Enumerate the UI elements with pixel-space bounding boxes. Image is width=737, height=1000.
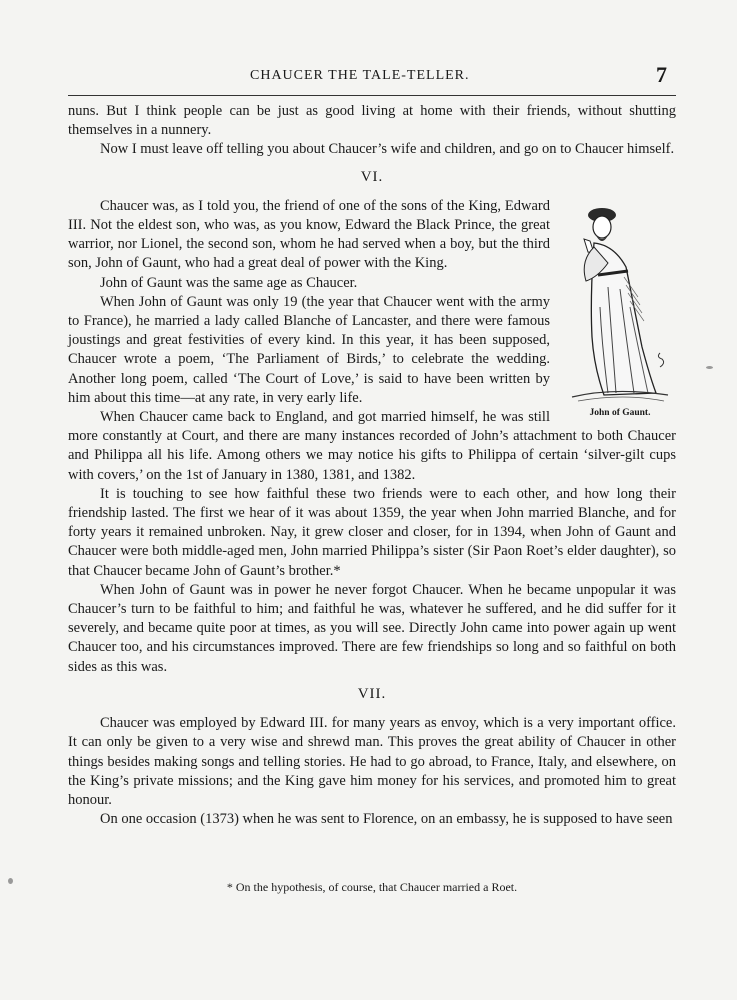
page-number: 7 <box>656 62 667 87</box>
body-text <box>68 102 676 829</box>
paragraph: Now I must leave off telling you about Chaucer’s wife and children, and go on to Chaucer himself. <box>100 141 675 158</box>
paragraph: When John of Gaunt was in power he never forgot Chaucer. When he became unpopular it was Chaucer’s turn to be faithful to him; and faithful he was, whatever he suffered, and he did suffer for it severely, and became quite poor at times, as you will see. Directly John came into power again up went Chaucer too, and his circumstances improved. There are few friendships so long and so faithful on both sides as this was. <box>68 581 676 675</box>
footnote: * On the hypothesis, of course, that Chaucer married a Roet. <box>226 880 518 894</box>
running-head <box>70 62 675 90</box>
page-speck <box>8 878 13 884</box>
paragraph: It is touching to see how faithful these two friends were to each other, and how long their friendship lasted. The first we hear of it was about 1359, the year when John married Blanche, and for forty years it remained unbroken. Nay, it grew closer and closer, for in 1394, when John of Gaunt and Chaucer were both middle-aged men, John married Philippa’s sister (Sir Paon Roet’s elder daughter), so that Chaucer became John of Gaunt’s brother.* <box>68 485 676 579</box>
section-heading-vi: VI. <box>360 168 384 185</box>
figure-caption: John of Gaunt. <box>589 407 651 418</box>
paragraph: When John of Gaunt was only 19 (the year that Chaucer went with the army to France), he married a lady called Blanche of Lancaster, and there were famous joustings and great festivities of every kind. In this year, it has been supposed, Chaucer wrote a poem, ‘The Parliament of Birds,’ to celebrate the wedding. Another long poem, called ‘The Court of Love,’ is said to have been written by him about this time—at any rate, in very early life. <box>68 293 550 406</box>
page-speck <box>706 366 713 369</box>
john-of-gaunt-illustration <box>564 197 676 409</box>
paragraph: John of Gaunt was the same age as Chaucer. <box>100 274 358 291</box>
paragraph: When Chaucer came back to England, and got married himself, he was still more constantly at Court, and there are many instances recorded of John’s attachment to both Chaucer and Philippa all his life. Among others we may notice his gifts to Philippa of certain ‘silver-gilt cups with covers,’ on the 1st of January in 1380, 1381, and 1382. <box>68 409 676 483</box>
header-rule <box>68 95 676 96</box>
paragraph: On one occasion (1373) when he was sent to Florence, on an embassy, he is supposed to have seen <box>100 811 673 828</box>
running-title: CHAUCER THE TALE-TELLER. <box>250 68 470 83</box>
john-of-gaunt-figure <box>564 197 676 423</box>
paragraph: Chaucer was employed by Edward III. for many years as envoy, which is a very important office. It can only be given to a very wise and shrewd man. This proves the great ability of Chaucer in other things besides making songs and telling stories. He had to go abroad, to France, Italy, and elsewhere, on the King’s private missions; and the King gave him money for his services, and promoted him to great honour. <box>68 715 676 808</box>
paragraph: nuns. But I think people can be just as good living at home with their friends, without shutting themselves in a nunnery. <box>68 103 676 139</box>
paragraph: Chaucer was, as I told you, the friend of one of the sons of the King, Edward III. Not the eldest son, who was, as you know, Edward the Black Prince, the great warrior, nor Lionel, the second son, whom he had served when a boy, but the third son, John of Gaunt, who had a great deal of power with the King. <box>68 197 550 272</box>
section-heading-vii: VII. <box>357 685 387 702</box>
